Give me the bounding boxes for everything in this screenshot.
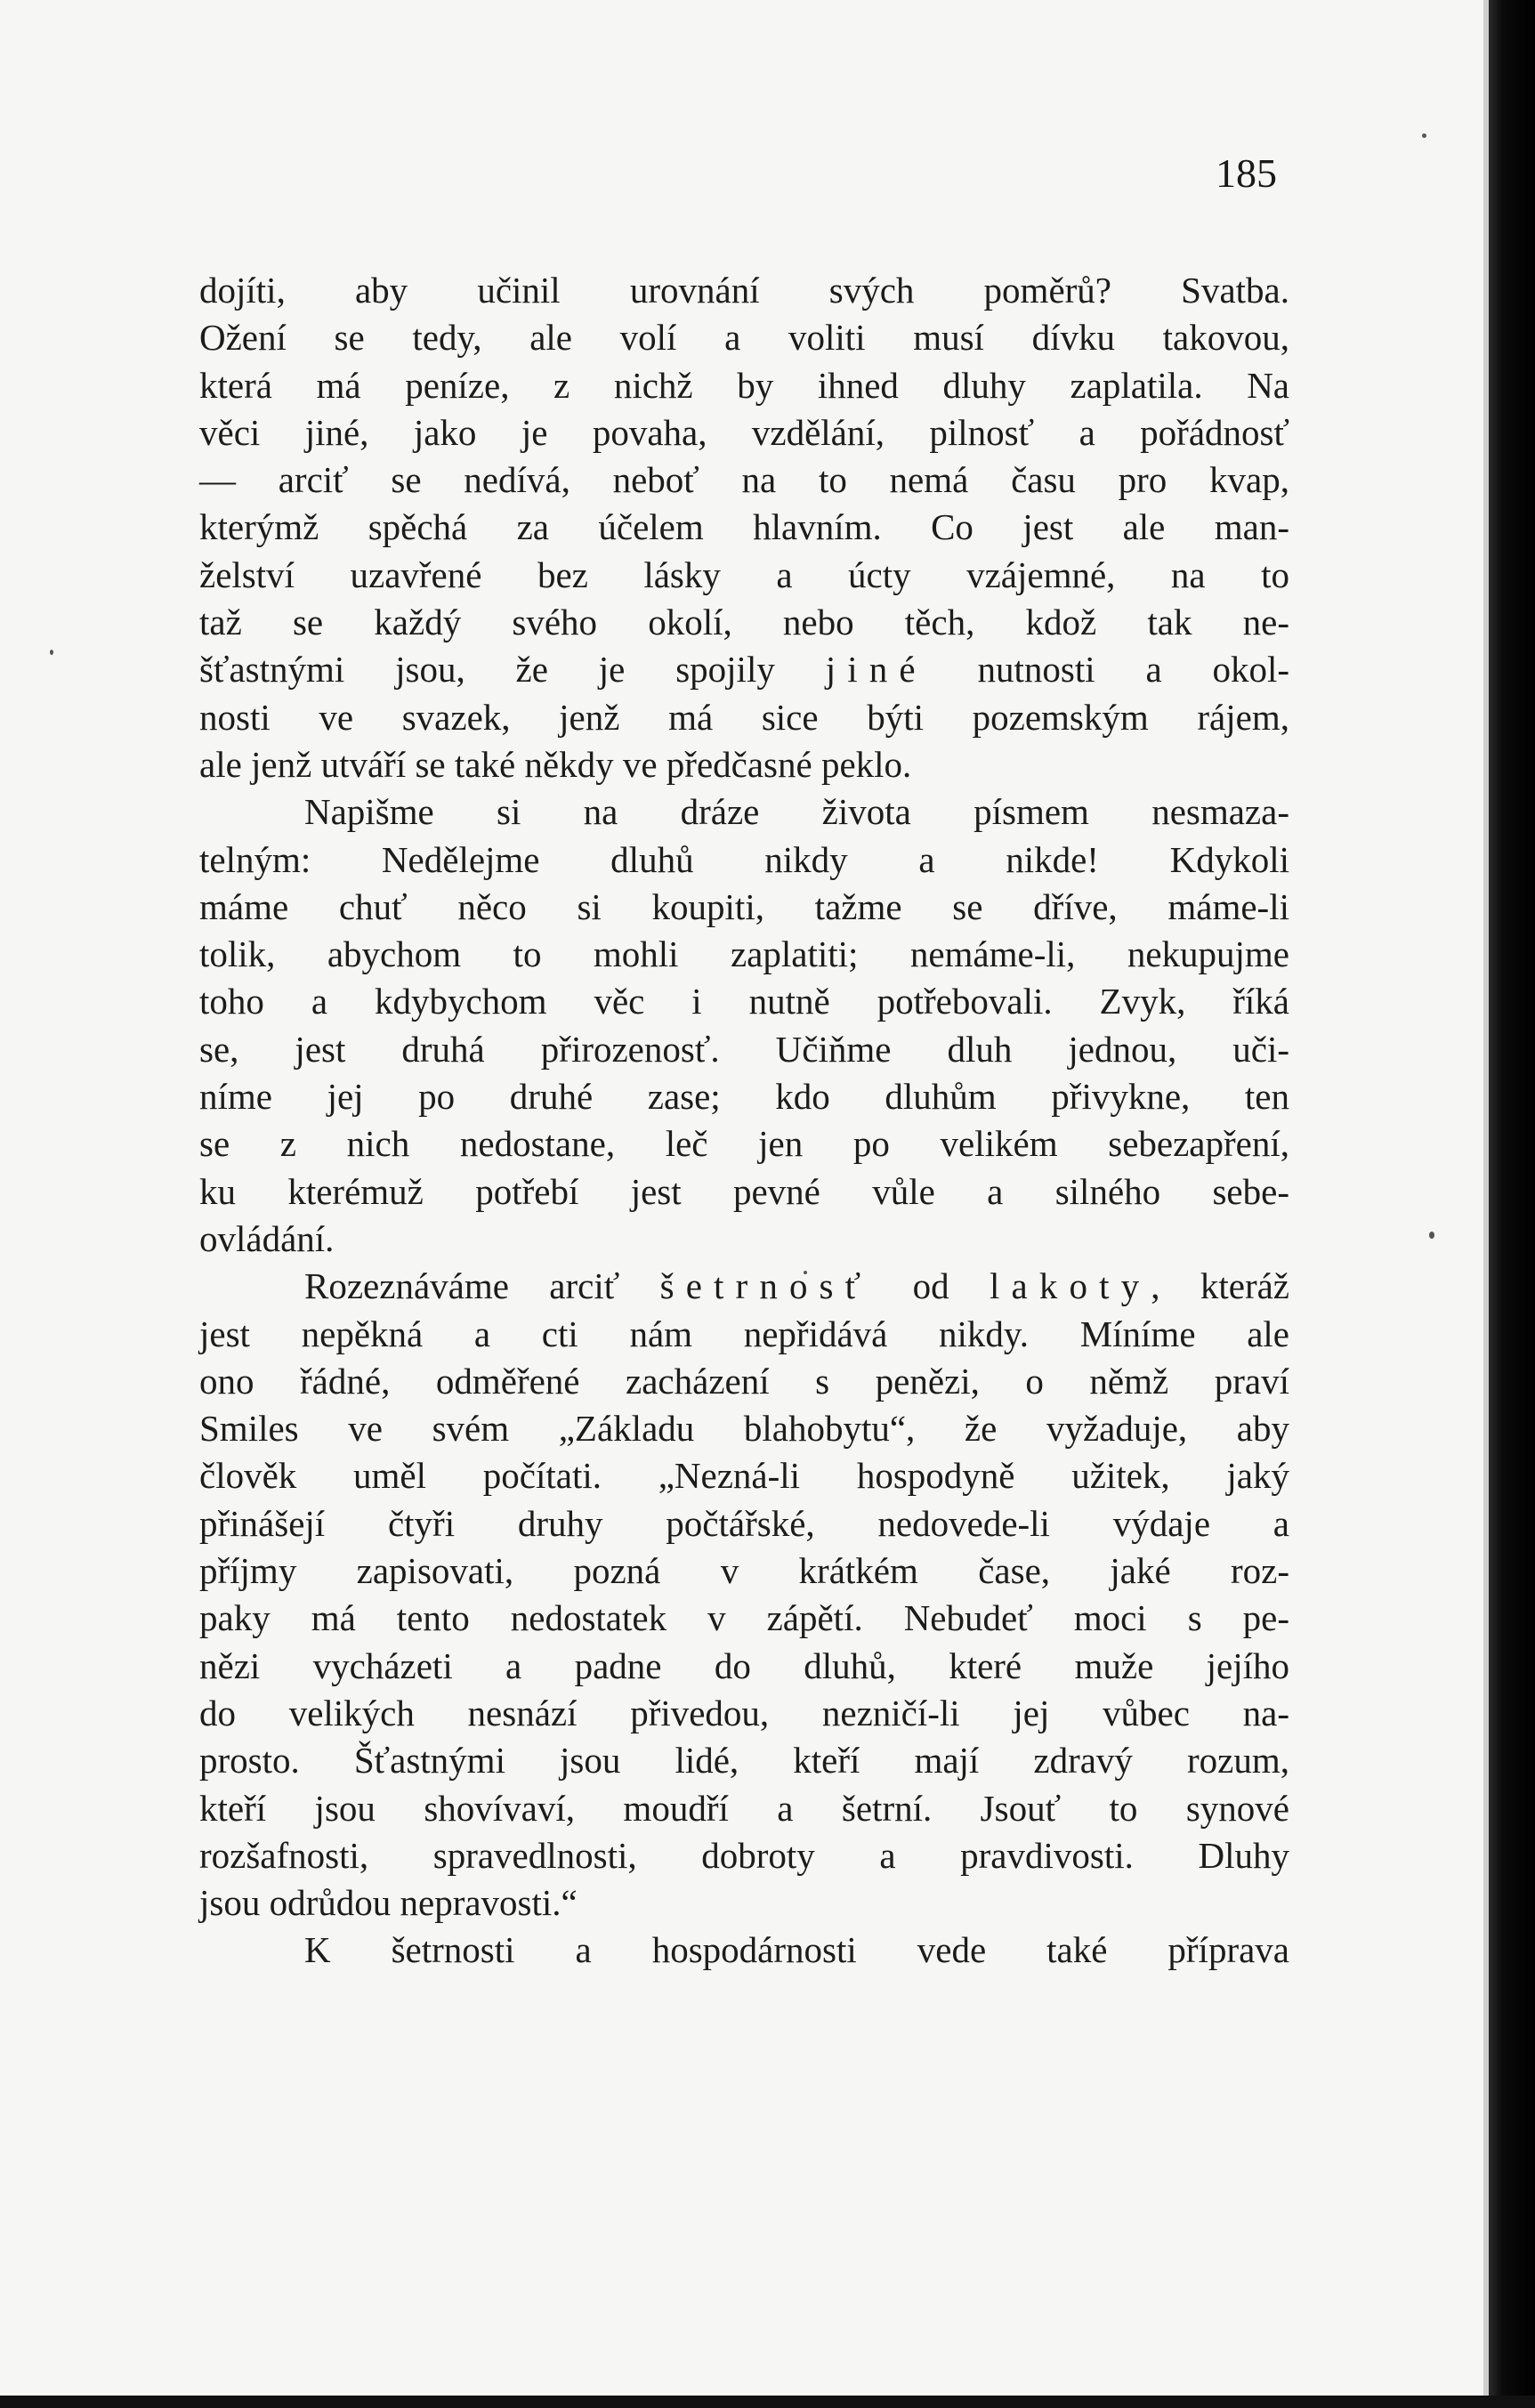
text-line: tolik, abychom to mohli zaplatiti; nemáme-li, nekupujme [199, 933, 1289, 975]
text-line: ono řádné, odměřené zacházení s penězi, o němž praví [199, 1360, 1289, 1402]
page-number: 185 [1216, 150, 1277, 196]
text-line: paky má tento nedostatek v zápětí. Nebudeť moci s pe- [199, 1597, 1289, 1639]
text-line: ku kterémuž potřebí jest pevné vůle a silného sebe- [199, 1170, 1289, 1212]
text-line: dojíti, aby učinil urovnání svých poměrů? Svatba. [199, 270, 1289, 311]
text-line: člověk uměl počítati. „Nezná-li hospodyně užitek, jaký [199, 1455, 1289, 1497]
text-line: toho a kdybychom věc i nutně potřebovali. Zvyk, říká [199, 981, 1289, 1022]
paper-speck [1422, 133, 1426, 138]
paper-speck [1429, 1232, 1434, 1239]
text-line: Ožení se tedy, ale volí a voliti musí dívku takovou, [199, 317, 1289, 359]
text-line: níme jej po druhé zase; kdo dluhům přivykne, ten [199, 1076, 1289, 1118]
body-text [199, 267, 1289, 1975]
text-line: rozšafnosti, spravedlnosti, dobroty a pravdivosti. Dluhy [199, 1834, 1289, 1876]
text-line: se z nich nedostane, leč jen po velikém sebezapření, [199, 1123, 1289, 1165]
text-line: ovládání. [199, 1217, 335, 1259]
text-line: Smiles ve svém „Základu blahobytu“, že vyžaduje, aby [199, 1408, 1289, 1450]
text-line: Napišme si na dráze života písmem nesmaza- [304, 791, 1289, 833]
text-line: nězi vycházeti a padne do dluhů, které muže jejího [199, 1644, 1289, 1686]
spaced-emphasis: šetrnosť [659, 1265, 873, 1307]
text-line: máme chuť něco si koupiti, tažme se dříve, máme-li [199, 885, 1289, 927]
text-line: jest nepěkná a cti nám nepřidává nikdy. Míníme ale [199, 1313, 1289, 1354]
paper-speck [50, 650, 53, 655]
text-line: která má peníze, z nichž by ihned dluhy zaplatila. Na [199, 364, 1289, 406]
spaced-emphasis: jiné [825, 649, 927, 691]
text-line: kteří jsou shovívaví, moudří a šetrní. Jsouť to synové [199, 1787, 1289, 1829]
text-line [199, 646, 1289, 693]
text-segment: šťastnými jsou, že je spojily [199, 649, 775, 691]
text-line: jsou odrůdou nepravosti.“ [199, 1882, 578, 1924]
page-edge-bottom [0, 2396, 1535, 2408]
text-line: se, jest druhá přirozenosť. Učiňme dluh jednou, uči- [199, 1028, 1289, 1070]
text-segment: , kteráž [1151, 1265, 1289, 1307]
text-line: přinášejí čtyři druhy počtářské, nedovede-li výdaje a [199, 1502, 1289, 1544]
text-line [199, 1263, 1289, 1310]
text-segment: Rozeznáváme arciť [304, 1265, 620, 1307]
text-segment: od [912, 1265, 949, 1307]
text-line: věci jiné, jako je povaha, vzdělání, pilnosť a pořádnosť [199, 411, 1289, 453]
text-line: příjmy zapisovati, pozná v krátkém čase, jaké roz- [199, 1550, 1289, 1592]
text-line: taž se každý svého okolí, nebo těch, kdož tak ne- [199, 602, 1289, 643]
page-edge-shadow [1489, 0, 1535, 2408]
spaced-emphasis: lakoty [990, 1265, 1151, 1307]
text-line: do velikých nesnází přivedou, nezničí-li jej vůbec na- [199, 1692, 1289, 1733]
text-line: prosto. Šťastnými jsou lidé, kteří mají zdravý rozum, [199, 1740, 1289, 1782]
text-line: ale jenž utváří se také někdy ve předčasné peklo. [199, 743, 912, 785]
text-line: nosti ve svazek, jenž má sice býti pozemským rájem, [199, 696, 1289, 738]
text-line: — arciť se nedívá, neboť na to nemá času pro kvap, [199, 459, 1289, 501]
text-line: K šetrnosti a hospodárnosti vede také příprava [304, 1929, 1289, 1971]
text-line: želství uzavřené bez lásky a úcty vzájemné, na to [199, 554, 1289, 595]
text-line: telným: Nedělejme dluhů nikdy a nikde! Kdykoli [199, 838, 1289, 880]
text-segment: nutnosti a okol- [977, 649, 1290, 691]
text-line: kterýmž spěchá za účelem hlavním. Co jest ale man- [199, 506, 1289, 548]
